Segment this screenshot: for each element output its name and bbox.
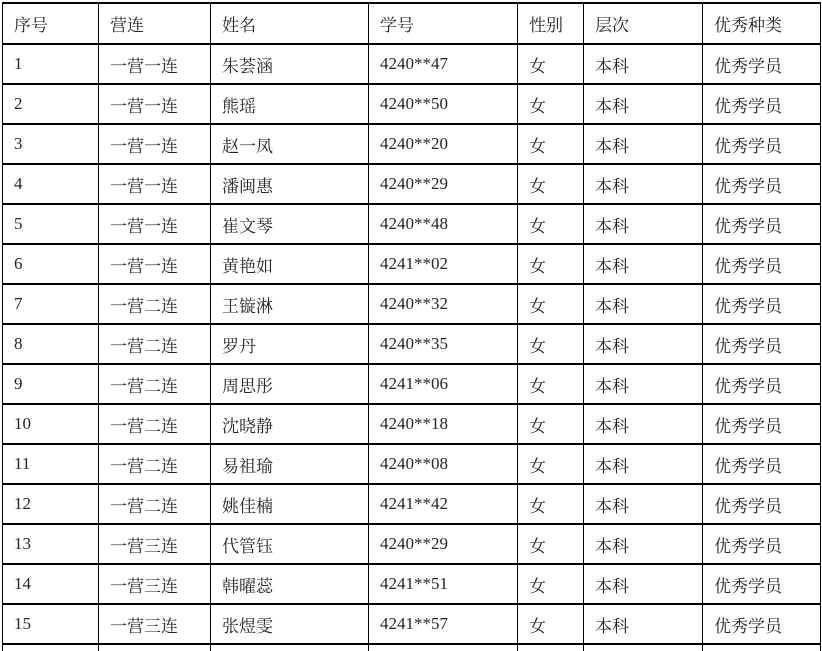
table-row (3, 44, 821, 84)
table-cell: 本科 (584, 564, 703, 604)
table-cell: 女 (518, 244, 584, 284)
column-header-1: 序号 (3, 3, 99, 44)
table-cell: 女 (518, 604, 584, 644)
table-cell: 一营一连 (99, 244, 211, 284)
table-cell: 一营二连 (99, 444, 211, 484)
table-cell: 4241**57 (369, 604, 518, 644)
table-body (3, 44, 821, 651)
table-cell: 女 (518, 404, 584, 444)
table-cell: 4240**18 (369, 404, 518, 444)
table-cell: 本科 (584, 204, 703, 244)
table-cell: 沈晓静 (211, 404, 369, 444)
table-cell: 本科 (584, 604, 703, 644)
table-cell: 一营一连 (99, 204, 211, 244)
table-row (3, 324, 821, 364)
table-cell: 优秀学员 (703, 484, 821, 524)
table-cell: 女 (518, 524, 584, 564)
table-cell: 女 (518, 44, 584, 84)
table-cell: 易祖瑜 (211, 444, 369, 484)
table-cell (211, 644, 369, 651)
table-cell: 优秀学员 (703, 324, 821, 364)
table-row (3, 444, 821, 484)
table-row (3, 164, 821, 204)
table-cell: 4240**48 (369, 204, 518, 244)
table-cell: 本科 (584, 484, 703, 524)
table-header-row (3, 3, 821, 44)
table-row (3, 244, 821, 284)
table-cell: 优秀学员 (703, 44, 821, 84)
table-row (3, 284, 821, 324)
table-cell: 女 (518, 204, 584, 244)
table-cell: 女 (518, 364, 584, 404)
table-cell: 本科 (584, 44, 703, 84)
column-header-2: 营连 (99, 3, 211, 44)
table-cell: 4240**35 (369, 324, 518, 364)
table-cell: 女 (518, 124, 584, 164)
table-cell: 优秀学员 (703, 124, 821, 164)
table-cell: 女 (518, 84, 584, 124)
table-cell: 女 (518, 564, 584, 604)
table-cell: 本科 (584, 124, 703, 164)
table-row (3, 364, 821, 404)
table-cell: 一营二连 (99, 404, 211, 444)
table-cell: 本科 (584, 244, 703, 284)
table-cell: 一营一连 (99, 124, 211, 164)
table-cell: 一营一连 (99, 164, 211, 204)
table-cell: 黄艳如 (211, 244, 369, 284)
table-row (3, 604, 821, 644)
table-cell: 女 (518, 164, 584, 204)
table-cell: 周思彤 (211, 364, 369, 404)
table-cell: 一营一连 (99, 44, 211, 84)
table-cell: 张煜雯 (211, 604, 369, 644)
table-cell: 4241**51 (369, 564, 518, 604)
table-cell: 优秀学员 (703, 164, 821, 204)
table-cell: 10 (3, 404, 99, 444)
table-cell: 王镟淋 (211, 284, 369, 324)
table-cell: 潘闽惠 (211, 164, 369, 204)
table-cell: 本科 (584, 84, 703, 124)
table-cell: 女 (518, 484, 584, 524)
table-cell: 4240**08 (369, 444, 518, 484)
table-cell: 12 (3, 484, 99, 524)
column-header-7: 优秀种类 (703, 3, 821, 44)
table-cell: 8 (3, 324, 99, 364)
table-row (3, 564, 821, 604)
table-cell: 本科 (584, 364, 703, 404)
table-cell: 一营三连 (99, 524, 211, 564)
table-cell: 一营三连 (99, 564, 211, 604)
table-cell: 优秀学员 (703, 404, 821, 444)
table-cell: 女 (518, 324, 584, 364)
table-cell: 4 (3, 164, 99, 204)
table-cell: 4241**06 (369, 364, 518, 404)
table-cell: 本科 (584, 164, 703, 204)
table-cell: 本科 (584, 444, 703, 484)
table-cell: 14 (3, 564, 99, 604)
table-cell: 赵一凤 (211, 124, 369, 164)
table-cell: 优秀学员 (703, 284, 821, 324)
table-cell: 优秀学员 (703, 204, 821, 244)
table-cell: 优秀学员 (703, 524, 821, 564)
table-cell (369, 644, 518, 651)
table-cell: 4240**29 (369, 524, 518, 564)
table-header (3, 3, 821, 44)
table-cell: 熊瑶 (211, 84, 369, 124)
table-cell: 6 (3, 244, 99, 284)
column-header-3: 姓名 (211, 3, 369, 44)
table-cell: 一营二连 (99, 324, 211, 364)
table-cell: 3 (3, 124, 99, 164)
table-row (3, 124, 821, 164)
table-cell: 9 (3, 364, 99, 404)
table-cell: 4240**50 (369, 84, 518, 124)
table-cell: 15 (3, 604, 99, 644)
table-cell: 4240**32 (369, 284, 518, 324)
table-cell: 代管钰 (211, 524, 369, 564)
table-cell: 4240**47 (369, 44, 518, 84)
column-header-5: 性别 (518, 3, 584, 44)
table-row (3, 84, 821, 124)
column-header-4: 学号 (369, 3, 518, 44)
table-cell: 姚佳楠 (211, 484, 369, 524)
table-row-partial (3, 644, 821, 651)
table-cell: 崔文琴 (211, 204, 369, 244)
table-cell: 4241**42 (369, 484, 518, 524)
table-cell: 女 (518, 284, 584, 324)
table-cell: 罗丹 (211, 324, 369, 364)
table-cell: 韩曜蕊 (211, 564, 369, 604)
table-row (3, 484, 821, 524)
table-cell: 本科 (584, 524, 703, 564)
table-cell: 优秀学员 (703, 364, 821, 404)
table-cell: 优秀学员 (703, 604, 821, 644)
table-cell (584, 644, 703, 651)
table-cell: 一营二连 (99, 284, 211, 324)
table-cell: 本科 (584, 324, 703, 364)
table-cell: 5 (3, 204, 99, 244)
table-cell: 7 (3, 284, 99, 324)
table-cell: 女 (518, 444, 584, 484)
table-cell: 1 (3, 44, 99, 84)
table-cell: 朱荟涵 (211, 44, 369, 84)
table-cell: 4241**02 (369, 244, 518, 284)
table-cell: 一营二连 (99, 364, 211, 404)
column-header-6: 层次 (584, 3, 703, 44)
table-cell: 4240**29 (369, 164, 518, 204)
table-cell: 优秀学员 (703, 244, 821, 284)
table-cell: 优秀学员 (703, 84, 821, 124)
table-cell (518, 644, 584, 651)
table-cell: 优秀学员 (703, 564, 821, 604)
table-cell: 优秀学员 (703, 444, 821, 484)
table-row (3, 404, 821, 444)
table-cell: 一营二连 (99, 484, 211, 524)
table-cell: 2 (3, 84, 99, 124)
table-cell: 本科 (584, 404, 703, 444)
table-cell (3, 644, 99, 651)
table-cell: 11 (3, 444, 99, 484)
table-cell: 13 (3, 524, 99, 564)
table-cell: 一营一连 (99, 84, 211, 124)
table-cell: 4240**20 (369, 124, 518, 164)
table-row (3, 204, 821, 244)
table-row (3, 524, 821, 564)
table-cell: 本科 (584, 284, 703, 324)
table-cell (99, 644, 211, 651)
table-cell: 一营三连 (99, 604, 211, 644)
table-cell (703, 644, 821, 651)
student-table (2, 2, 821, 651)
